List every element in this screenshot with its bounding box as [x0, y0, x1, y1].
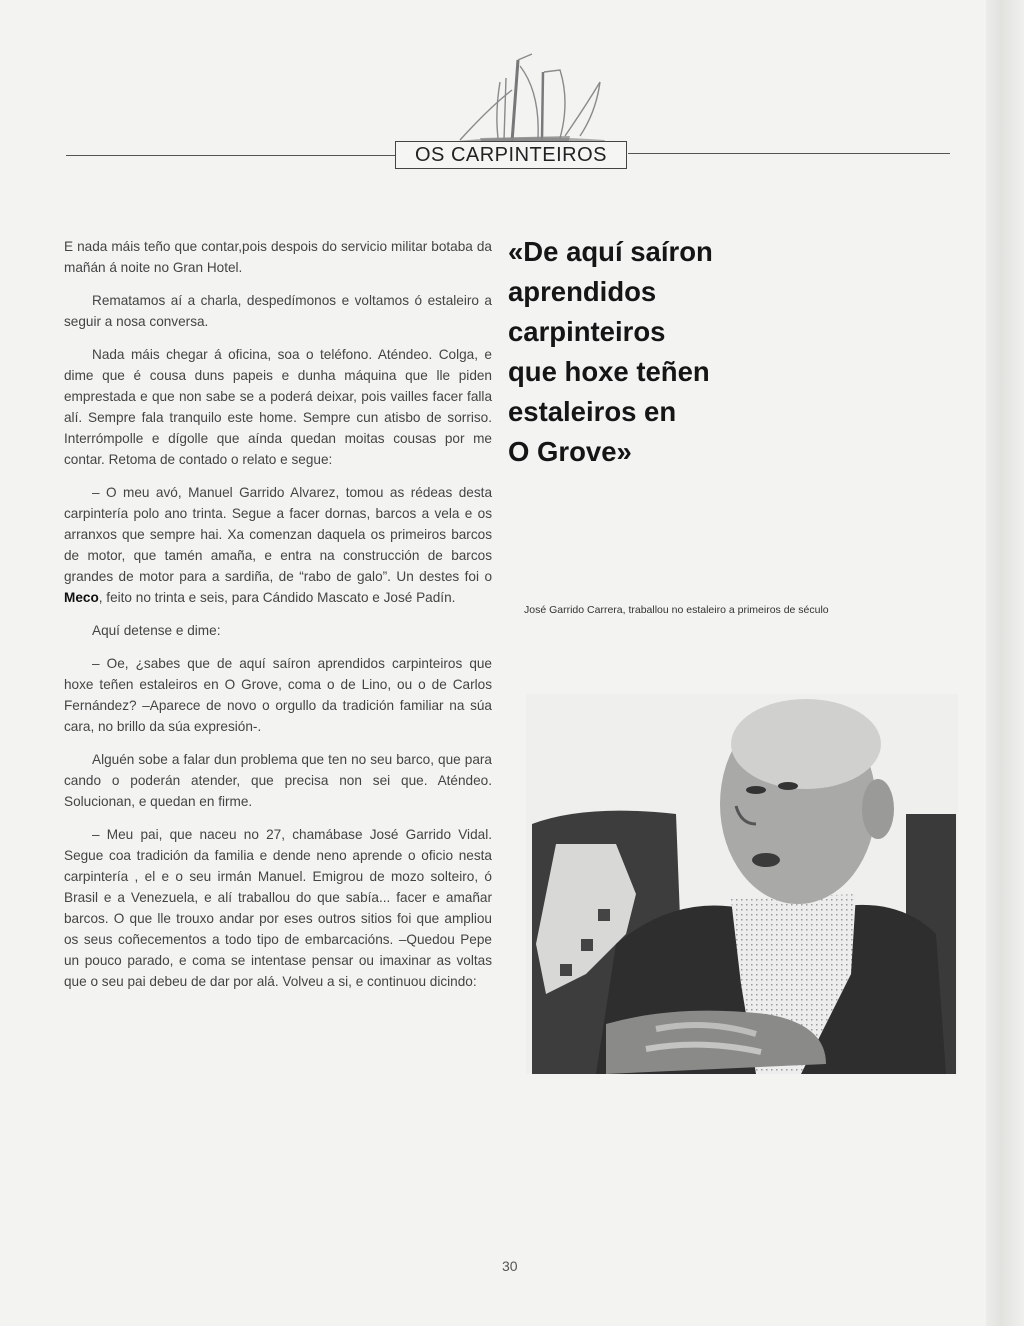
portrait-photo: [526, 694, 958, 1074]
sailing-ship-icon: [420, 52, 620, 152]
boat-name: Meco: [64, 590, 99, 605]
article-paragraph: Alguén sobe a falar dun problema que ten no seu barco, que para cando o poderán atender, que precisa non sei que. Aténdeo. Solucionan, e quedan en firme.: [64, 752, 492, 809]
section-title: OS CARPINTEIROS: [395, 141, 627, 169]
article-paragraph: Rematamos aí a charla, despedímonos e voltamos ó estaleiro a seguir a nosa conversa.: [64, 293, 492, 329]
article-paragraph: Aquí detense e dime:: [92, 623, 221, 638]
paragraph-text: – O meu avó, Manuel Garrido Alvarez, tomou as rédeas desta carpintería polo ano trinta. Segue a facer dornas, barcos a vela e os arranxos que sempre hai. Xa comenzan daquela os primeiros barcos de motor, que tamén amaña, e entra na construcción de barcos grandes de motor para a sardiña, de “rabo de galo”. Un destes foi o: [64, 485, 492, 584]
article-paragraph: – Meu pai, que naceu no 27, chamábase José Garrido Vidal. Segue coa tradición da familia e dende neno aprende o oficio nesta carpintería , el e o seu irmán Manuel. Emigrou de mozo solteiro, ó Brasil e a Venezuela, e alí traballou do que sabía... facer e amañar barcos. O que lle trouxo andar por eses outros sitios foi que ampliou os seus coñecementos a todo tipo de embarcacións. –Quedou Pepe un pouco parado, e coma se intentase pensar ou imaxinar as voltas que o seu pai debeu de dar por alá. Volveu a si, e continuou dicindo:: [64, 827, 492, 989]
pull-quote-line: aprendidos: [508, 276, 657, 307]
pull-quote-line: que hoxe teñen: [508, 356, 710, 387]
article-paragraph: – Oe, ¿sabes que de aquí saíron aprendidos carpinteiros que hoxe teñen estaleiros en O Grove, coma o de Lino, ou o de Carlos Fernández? –Aparece de novo o orgullo da tradición familiar na súa cara, no brillo da súa expresión-.: [64, 656, 492, 734]
pull-quote-line: «De aquí saíron: [508, 236, 713, 267]
page-number: 30: [502, 1258, 518, 1274]
article-body: [64, 236, 492, 1004]
paragraph-text: , feito no trinta e seis, para Cándido Mascato e José Padín.: [98, 590, 456, 605]
photo-caption: José Garrido Carrera, traballou no estaleiro a primeiros de século: [524, 604, 829, 616]
page-edge-shadow: [986, 0, 1024, 1326]
article-paragraph: E nada máis teño que contar,pois despois do servicio militar botaba da mañán á noite no Gran Hotel.: [64, 239, 492, 275]
header-rule-right: [628, 153, 950, 154]
article-paragraph: Nada máis chegar á oficina, soa o teléfono. Aténdeo. Colga, e dime que é cousa duns papeis e dunha máquina que lle piden emprestada e que non sabe se a poderá deixar, pois vailles facer falla alí. Sempre fala tranquilo este home. Sempre cun atisbo de sorriso. Interrómpolle e dígolle que aínda quedan moitas cousas por me contar. Retoma de contado o relato e segue:: [64, 347, 492, 467]
pull-quote-line: O Grove»: [508, 436, 632, 467]
pull-quote-line: estaleiros en: [508, 396, 677, 427]
article-paragraph: [64, 482, 492, 608]
pull-quote-line: carpinteiros: [508, 316, 666, 347]
header-rule-left: [66, 155, 396, 156]
pull-quote: [508, 232, 788, 472]
